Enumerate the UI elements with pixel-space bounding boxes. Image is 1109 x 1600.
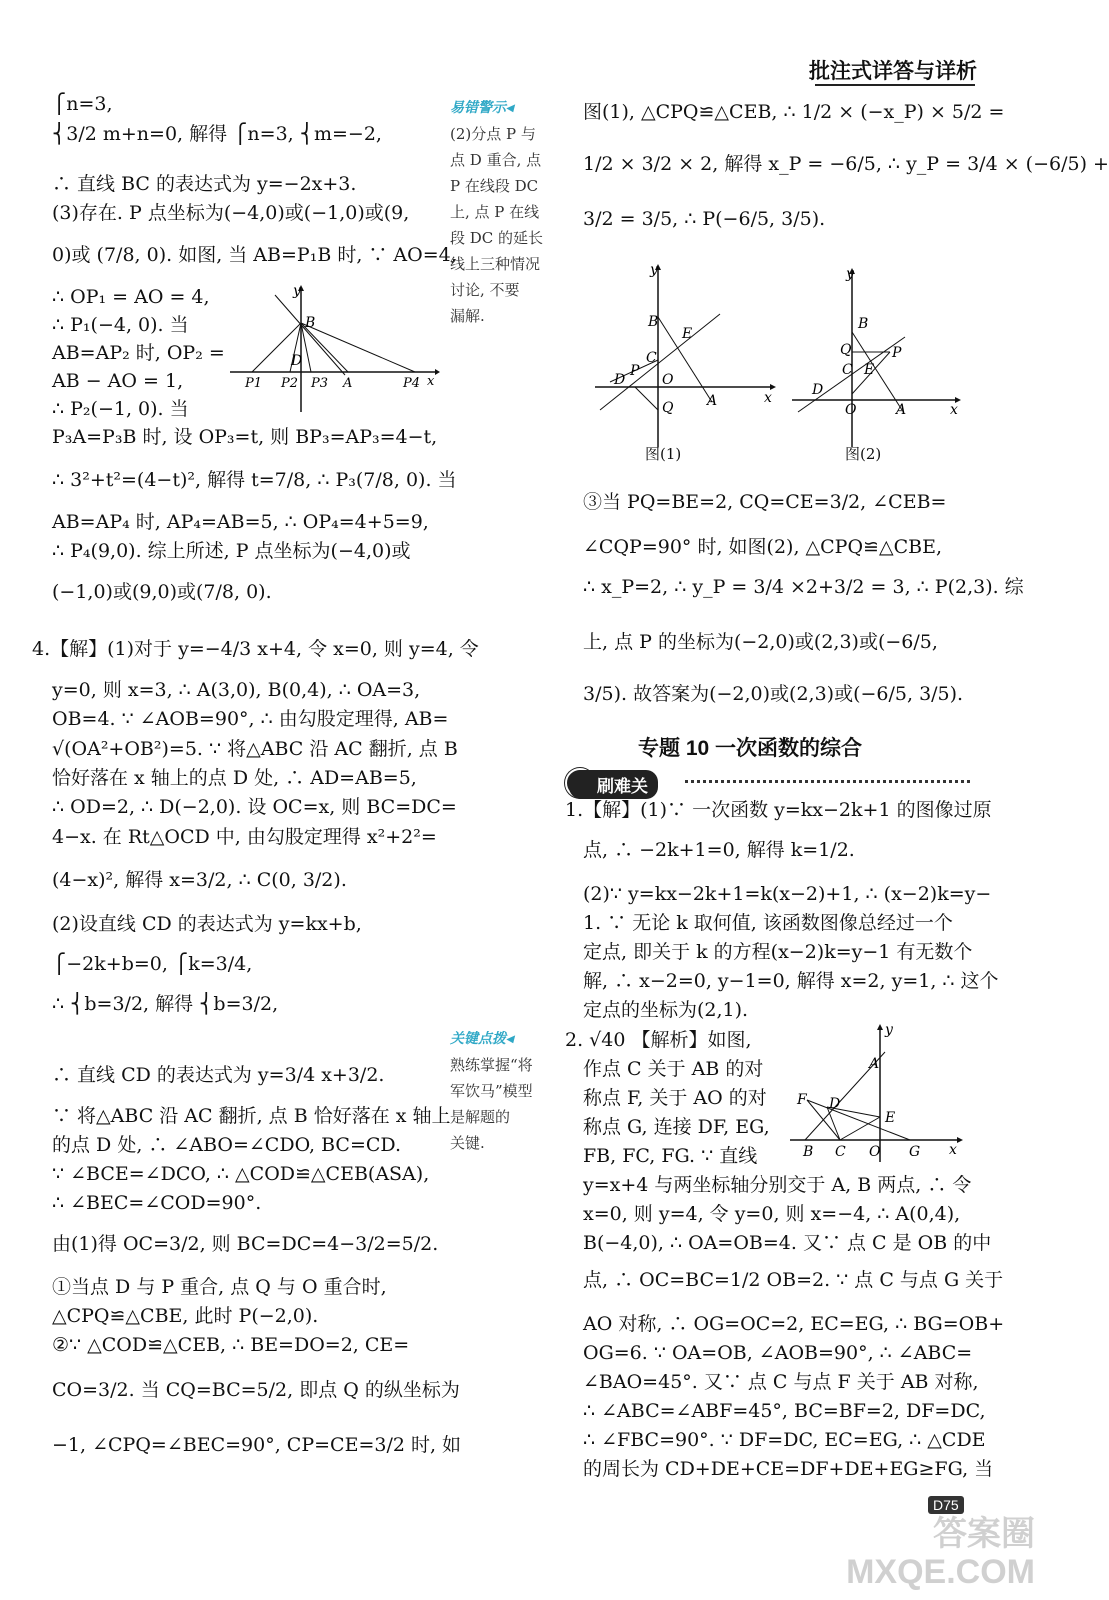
fig-label: P3 bbox=[311, 376, 329, 391]
fig-label: P1 bbox=[245, 376, 263, 391]
text-line: 作点 C 关于 AB 的对 bbox=[583, 1058, 764, 1080]
text-line: 的点 D 处, ∴ ∠ABO=∠CDO, BC=CD. bbox=[52, 1134, 402, 1156]
text-line: 1. ∵ 无论 k 取何值, 该函数图像总经过一个 bbox=[583, 912, 953, 934]
note-line: 线上三种情况 bbox=[450, 255, 541, 273]
fig-label: C bbox=[842, 362, 853, 378]
fig-label: Q bbox=[662, 400, 674, 416]
fig-label: O bbox=[869, 1144, 881, 1160]
text-line: ∠CQP=90° 时, 如图(2), △CPQ≌△CBE, bbox=[583, 536, 942, 558]
section-banner bbox=[565, 768, 975, 798]
header-rule bbox=[815, 84, 975, 86]
text-line: ∴ x_P=2, ∴ y_P = 3/4 ×2+3/2 = 3, ∴ P(2,3). 综 bbox=[583, 576, 1024, 598]
text-line: 0)或 (7/8, 0). 如图, 当 AB=P₁B 时, ∵ AO=4, bbox=[52, 244, 457, 266]
text-line: OB=4. ∵ ∠AOB=90°, ∴ 由勾股定理得, AB= bbox=[52, 708, 449, 730]
fig-label: D bbox=[829, 1096, 841, 1112]
text-line: y=x+4 与两坐标轴分别交于 A, B 两点, ∴ 令 bbox=[583, 1174, 972, 1196]
text-line: AB=AP₂ 时, OP₂ = bbox=[52, 342, 225, 364]
note-title: 易错警示◂ bbox=[450, 99, 514, 115]
text-line: ∴ P₂(−1, 0). 当 bbox=[52, 398, 189, 420]
watermark: 答案圈 MXQE.COM bbox=[846, 1515, 1035, 1591]
text-line: 3/5). 故答案为(−2,0)或(2,3)或(−6/5, 3/5). bbox=[583, 683, 964, 705]
fig-label: E bbox=[864, 362, 875, 378]
fig-label: A bbox=[896, 402, 907, 418]
note-line: 军饮马”模型 bbox=[450, 1082, 533, 1100]
page-header-title: 批注式详答与详析 bbox=[809, 60, 977, 83]
fig-label: D bbox=[614, 372, 626, 388]
text-line: 恰好落在 x 轴上的点 D 处, ∴ AD=AB=5, bbox=[52, 767, 417, 789]
fig-label: E bbox=[682, 326, 693, 342]
fig-label: A bbox=[343, 376, 353, 391]
text-line: −1, ∠CPQ=∠BEC=90°, CP=CE=3/2 时, 如 bbox=[52, 1434, 462, 1456]
left-axis-figure bbox=[225, 285, 440, 415]
text-line: (4−x)², 解得 x=3/2, ∴ C(0, 3/2). bbox=[52, 869, 347, 891]
text-line: 由(1)得 OC=3/2, 则 BC=DC=4−3/2=5/2. bbox=[52, 1233, 439, 1255]
fig-label: B bbox=[858, 316, 869, 332]
text-line: √(OA²+OB²)=5. ∵ 将△ABC 沿 AC 翻折, 点 B bbox=[52, 738, 458, 760]
fig-label: B bbox=[803, 1144, 814, 1160]
text-line: ⎨3/2 m+n=0, 解得 ⎧n=3, ⎨m=−2, bbox=[52, 123, 382, 145]
note-line: P 在线段 DC bbox=[450, 177, 539, 195]
fig-label: B bbox=[305, 315, 316, 331]
text-line: ⎧−2k+b=0, ⎧k=3/4, bbox=[52, 953, 253, 975]
fig-label: x bbox=[950, 402, 958, 418]
fig-label: P bbox=[630, 363, 640, 379]
figure-2-caption: 图(2) bbox=[845, 445, 882, 463]
text-line: P₃A=P₃B 时, 设 OP₃=t, 则 BP₃=AP₃=4−t, bbox=[52, 426, 438, 448]
text-line: 3/2 = 3/5, ∴ P(−6/5, 3/5). bbox=[583, 208, 826, 230]
text-line: ∴ ⎨b=3/2, 解得 ⎨b=3/2, bbox=[52, 993, 279, 1015]
fig-label: G bbox=[909, 1144, 921, 1160]
text-line: ∴ OD=2, ∴ D(−2,0). 设 OC=x, 则 BC=DC= bbox=[52, 796, 457, 818]
text-line: 解, ∴ x−2=0, y−1=0, 解得 x=2, y=1, ∴ 这个 bbox=[583, 970, 999, 992]
note-line: (2)分点 P 与 bbox=[450, 125, 536, 143]
text-line: △CPQ≌△CBE, 此时 P(−2,0). bbox=[52, 1305, 319, 1327]
text-line: 称点 F, 关于 AO 的对 bbox=[583, 1087, 767, 1109]
text-line: ∴ 3²+t²=(4−t)², 解得 t=7/8, ∴ P₃(7/8, 0). 当 bbox=[52, 469, 457, 491]
text-line: 图(1), △CPQ≌△CEB, ∴ 1/2 × (−x_P) × 5/2 = bbox=[583, 101, 1005, 123]
text-line: x=0, 则 y=4, 令 y=0, 则 x=−4, ∴ A(0,4), bbox=[583, 1203, 961, 1225]
text-line: (3)存在. P 点坐标为(−4,0)或(−1,0)或(9, bbox=[52, 202, 410, 224]
note-line: 熟练掌握“将 bbox=[450, 1056, 533, 1074]
note-title: 关键点拨◂ bbox=[450, 1030, 514, 1046]
text-line: ∴ 直线 BC 的表达式为 y=−2x+3. bbox=[52, 173, 357, 195]
text-line: AO 对称, ∴ OG=OC=2, EC=EG, ∴ BG=OB+ bbox=[583, 1313, 1005, 1335]
text-line: CO=3/2. 当 CQ=BC=5/2, 即点 Q 的纵坐标为 bbox=[52, 1379, 460, 1401]
text-line: ∵ ∠BCE=∠DCO, ∴ △COD≌△CEB(ASA), bbox=[52, 1163, 430, 1185]
fig-label: y bbox=[293, 283, 301, 299]
figure-1-caption: 图(1) bbox=[645, 445, 682, 463]
margin-note-key-point bbox=[450, 1028, 575, 1152]
text-line: ∴ 直线 CD 的表达式为 y=3/4 x+3/2. bbox=[52, 1064, 385, 1086]
figure-1 bbox=[590, 262, 780, 467]
problem-2-start: 2. √40 【解析】如图, bbox=[565, 1029, 752, 1051]
text-line: ∴ OP₁ = AO = 4, bbox=[52, 286, 210, 308]
difficulty-badge: 刷难关 bbox=[569, 770, 658, 799]
note-line: 漏解. bbox=[450, 307, 485, 325]
fig-label: D bbox=[812, 382, 824, 398]
fig-label: Q bbox=[840, 342, 852, 358]
text-line: B(−4,0), ∴ OA=OB=4. 又∵ 点 C 是 OB 的中 bbox=[583, 1232, 992, 1254]
fig-label: P4 bbox=[403, 376, 421, 391]
problem-4-start: 4.【解】(1)对于 y=−4/3 x+4, 令 x=0, 则 y=4, 令 bbox=[32, 638, 479, 660]
text-line: ∴ P₁(−4, 0). 当 bbox=[52, 314, 189, 336]
text-line: AB − AO = 1, bbox=[52, 370, 184, 392]
fig-label: P bbox=[892, 345, 902, 361]
fig-label: E bbox=[885, 1110, 896, 1126]
fig-label: C bbox=[646, 350, 657, 366]
fig-label: A bbox=[707, 393, 718, 409]
figure-2 bbox=[790, 262, 965, 467]
note-line: 是解题的 bbox=[450, 1108, 511, 1126]
fig-label: O bbox=[662, 372, 674, 388]
text-line: y=0, 则 x=3, ∴ A(3,0), B(0,4), ∴ OA=3, bbox=[52, 679, 421, 701]
text-line: ∴ ∠BEC=∠COD=90°. bbox=[52, 1192, 262, 1214]
note-line: 讨论, 不要 bbox=[450, 281, 520, 299]
text-line: 点, ∴ OC=BC=1/2 OB=2. ∵ 点 C 与点 G 关于 bbox=[583, 1269, 1004, 1291]
text-line: ③当 PQ=BE=2, CQ=CE=3/2, ∠CEB= bbox=[583, 491, 947, 513]
text-line: 点, ∴ −2k+1=0, 解得 k=1/2. bbox=[583, 839, 855, 861]
text-line: 定点的坐标为(2,1). bbox=[583, 999, 749, 1021]
text-line: FB, FC, FG. ∵ 直线 bbox=[583, 1145, 758, 1167]
note-line: 上, 点 P 在线 bbox=[450, 203, 540, 221]
text-line: 的周长为 CD+DE+CE=DF+DE+EG≥FG, 当 bbox=[583, 1458, 994, 1480]
fig-label: P2 bbox=[281, 376, 299, 391]
text-line: 上, 点 P 的坐标为(−2,0)或(2,3)或(−6/5, bbox=[583, 631, 938, 653]
text-line: ∠BAO=45°. 又∵ 点 C 与点 F 关于 AB 对称, bbox=[583, 1371, 979, 1393]
note-line: 关键. bbox=[450, 1134, 485, 1152]
note-line: 段 DC 的延长 bbox=[450, 229, 544, 247]
fig-label: y bbox=[650, 262, 658, 278]
text-line: ∴ ∠ABC=∠ABF=45°, BC=BF=2, DF=DC, bbox=[583, 1400, 986, 1422]
fig-label: F bbox=[797, 1092, 807, 1108]
section-title: 专题 10 一次函数的综合 bbox=[638, 737, 863, 760]
problem-1-start: 1.【解】(1)∵ 一次函数 y=kx−2k+1 的图像过原 bbox=[565, 799, 992, 821]
fig-label: B bbox=[648, 314, 659, 330]
page-number: D75 bbox=[928, 1496, 964, 1514]
text-line: (2)设直线 CD 的表达式为 y=kx+b, bbox=[52, 913, 362, 935]
fig-label: D bbox=[291, 353, 303, 369]
fig-label: x bbox=[427, 374, 435, 389]
margin-note-error-warning bbox=[450, 97, 575, 325]
note-line: 点 D 重合, 点 bbox=[450, 151, 542, 169]
fig-label: A bbox=[869, 1056, 880, 1072]
text-line: 4−x. 在 Rt△OCD 中, 由勾股定理得 x²+2²= bbox=[52, 826, 437, 848]
fig-label: x bbox=[764, 390, 772, 406]
text-line: ∴ ∠FBC=90°. ∵ DF=DC, EC=EG, ∴ △CDE bbox=[583, 1429, 986, 1451]
fig-label: C bbox=[835, 1144, 846, 1160]
text-line: ∵ 将△ABC 沿 AC 翻折, 点 B 恰好落在 x 轴上 bbox=[52, 1105, 451, 1127]
figure-3 bbox=[785, 1022, 965, 1167]
text-line: (2)∵ y=kx−2k+1=k(x−2)+1, ∴ (x−2)k=y− bbox=[583, 883, 992, 905]
fig-label: x bbox=[949, 1142, 957, 1158]
text-line: 1/2 × 3/2 × 2, 解得 x_P = −6/5, ∴ y_P = 3/4 × (−6/5) + bbox=[583, 153, 1109, 175]
text-line: ⎧n=3, bbox=[52, 93, 113, 115]
fig-label: y bbox=[885, 1022, 893, 1038]
dotted-rule bbox=[685, 780, 970, 783]
text-line: ∴ P₄(9,0). 综上所述, P 点坐标为(−4,0)或 bbox=[52, 540, 411, 562]
text-line: 定点, 即关于 k 的方程(x−2)k=y−1 有无数个 bbox=[583, 941, 973, 963]
text-line: ①当点 D 与 P 重合, 点 Q 与 O 重合时, bbox=[52, 1276, 387, 1298]
fig-label: O bbox=[845, 402, 857, 418]
text-line: 称点 G, 连接 DF, EG, bbox=[583, 1116, 770, 1138]
text-line: AB=AP₄ 时, AP₄=AB=5, ∴ OP₄=4+5=9, bbox=[52, 511, 429, 533]
text-line: ②∵ △COD≌△CEB, ∴ BE=DO=2, CE= bbox=[52, 1334, 410, 1356]
fig-label: y bbox=[846, 266, 854, 282]
text-line: OG=6. ∵ OA=OB, ∠AOB=90°, ∴ ∠ABC= bbox=[583, 1342, 973, 1364]
text-line: (−1,0)或(9,0)或(7/8, 0). bbox=[52, 581, 272, 603]
